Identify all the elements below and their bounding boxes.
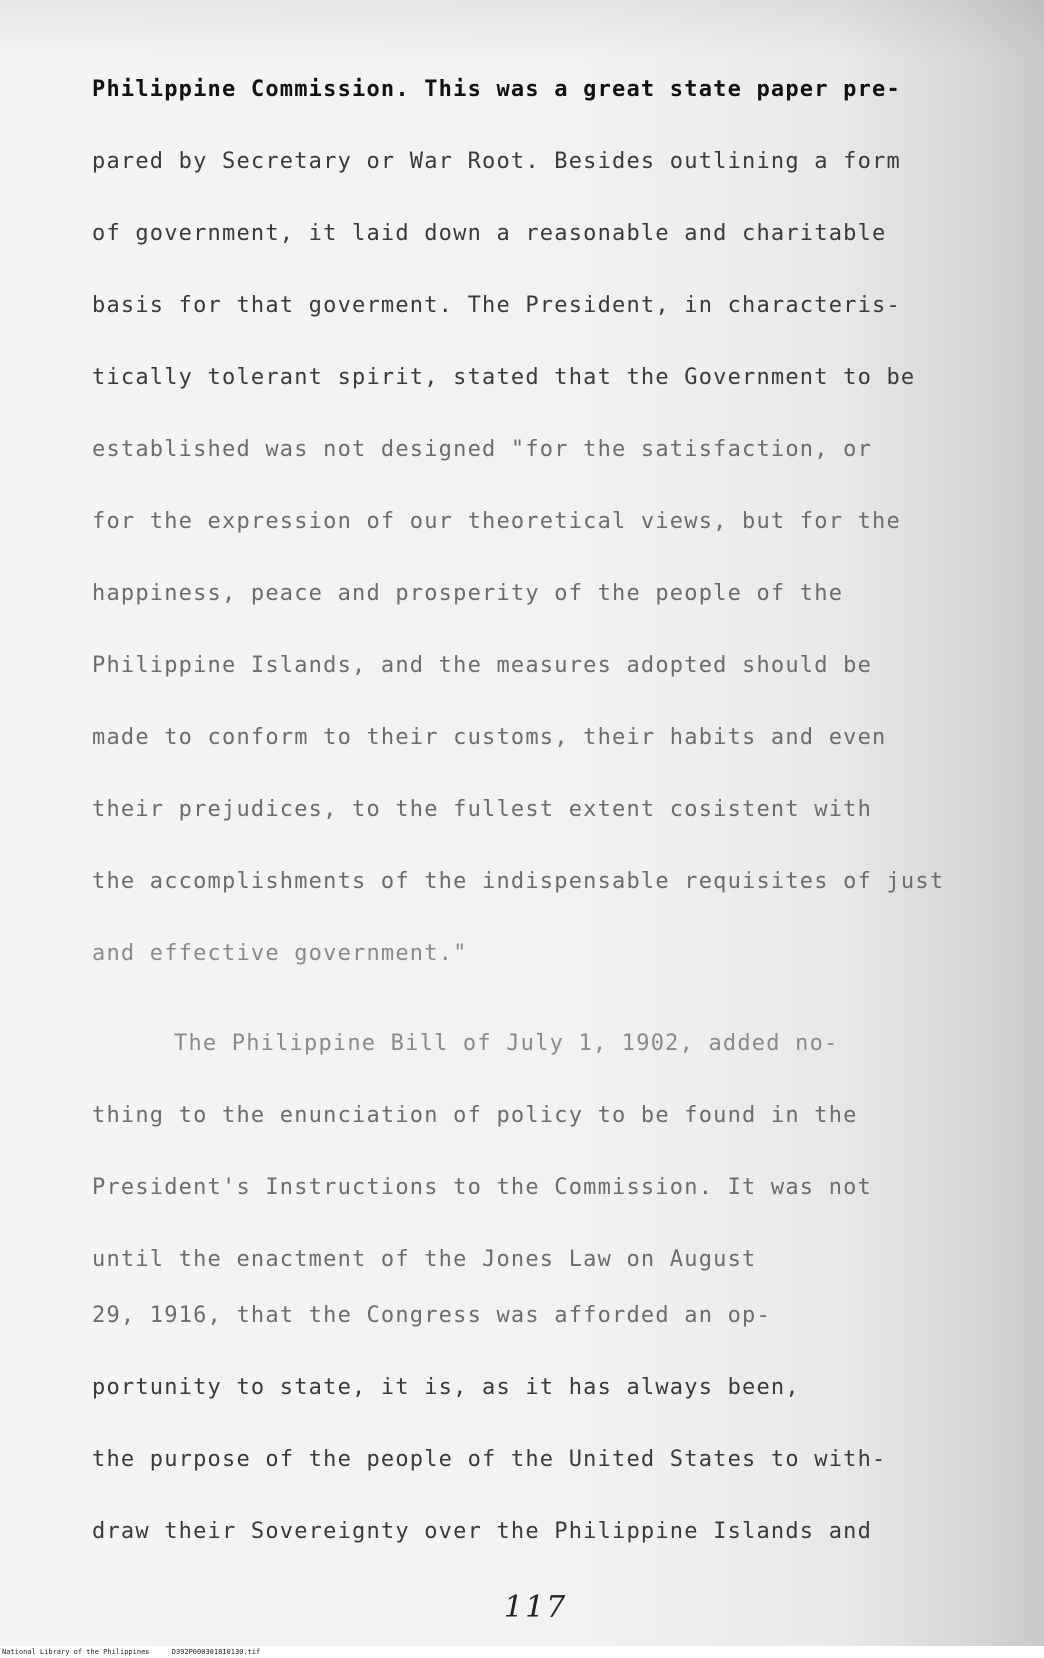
text-line: Philippine Commission. This was a great state paper pre- — [92, 77, 901, 102]
text-line: their prejudices, to the fullest extent cosistent with — [92, 797, 873, 822]
text-line: tically tolerant spirit, stated that the Government to be — [92, 365, 916, 390]
text-line: made to conform to their customs, their habits and even — [92, 725, 887, 750]
text-line: happiness, peace and prosperity of the people of the — [92, 581, 844, 606]
text-line: the accomplishments of the indispensable requisites of just — [92, 869, 945, 894]
text-line: and effective government." — [92, 941, 468, 966]
text-line: thing to the enunciation of policy to be found in the — [92, 1103, 858, 1128]
paragraph-start-line: The Philippine Bill of July 1, 1902, added no- — [174, 1031, 839, 1056]
text-line: President's Instructions to the Commission. It was not — [92, 1175, 873, 1200]
text-line: Philippine Islands, and the measures adopted should be — [92, 653, 873, 678]
text-line: 29, 1916, that the Congress was afforded an op- — [92, 1303, 771, 1328]
page-shading — [0, 0, 1044, 60]
footer-library: National Library of the Philippines — [2, 1648, 150, 1656]
text-line: until the enactment of the Jones Law on August — [92, 1247, 757, 1272]
text-line: for the expression of our theoretical views, but for the — [92, 509, 901, 534]
text-line: established was not designed "for the satisfaction, or — [92, 437, 873, 462]
text-line: the purpose of the people of the United States to with- — [92, 1447, 887, 1472]
footer-file-id: D392P000301810130.tif — [171, 1648, 261, 1656]
page-number: 117 — [504, 1590, 568, 1625]
archive-footer — [0, 1646, 1044, 1658]
text-line: draw their Sovereignty over the Philippine Islands and — [92, 1519, 873, 1544]
text-line: basis for that goverment. The President, in characteris- — [92, 293, 901, 318]
text-line: pared by Secretary or War Root. Besides outlining a form — [92, 149, 901, 174]
body-text — [92, 70, 1012, 1584]
text-line: portunity to state, it is, as it has always been, — [92, 1375, 800, 1400]
text-line: of government, it laid down a reasonable and charitable — [92, 221, 887, 246]
